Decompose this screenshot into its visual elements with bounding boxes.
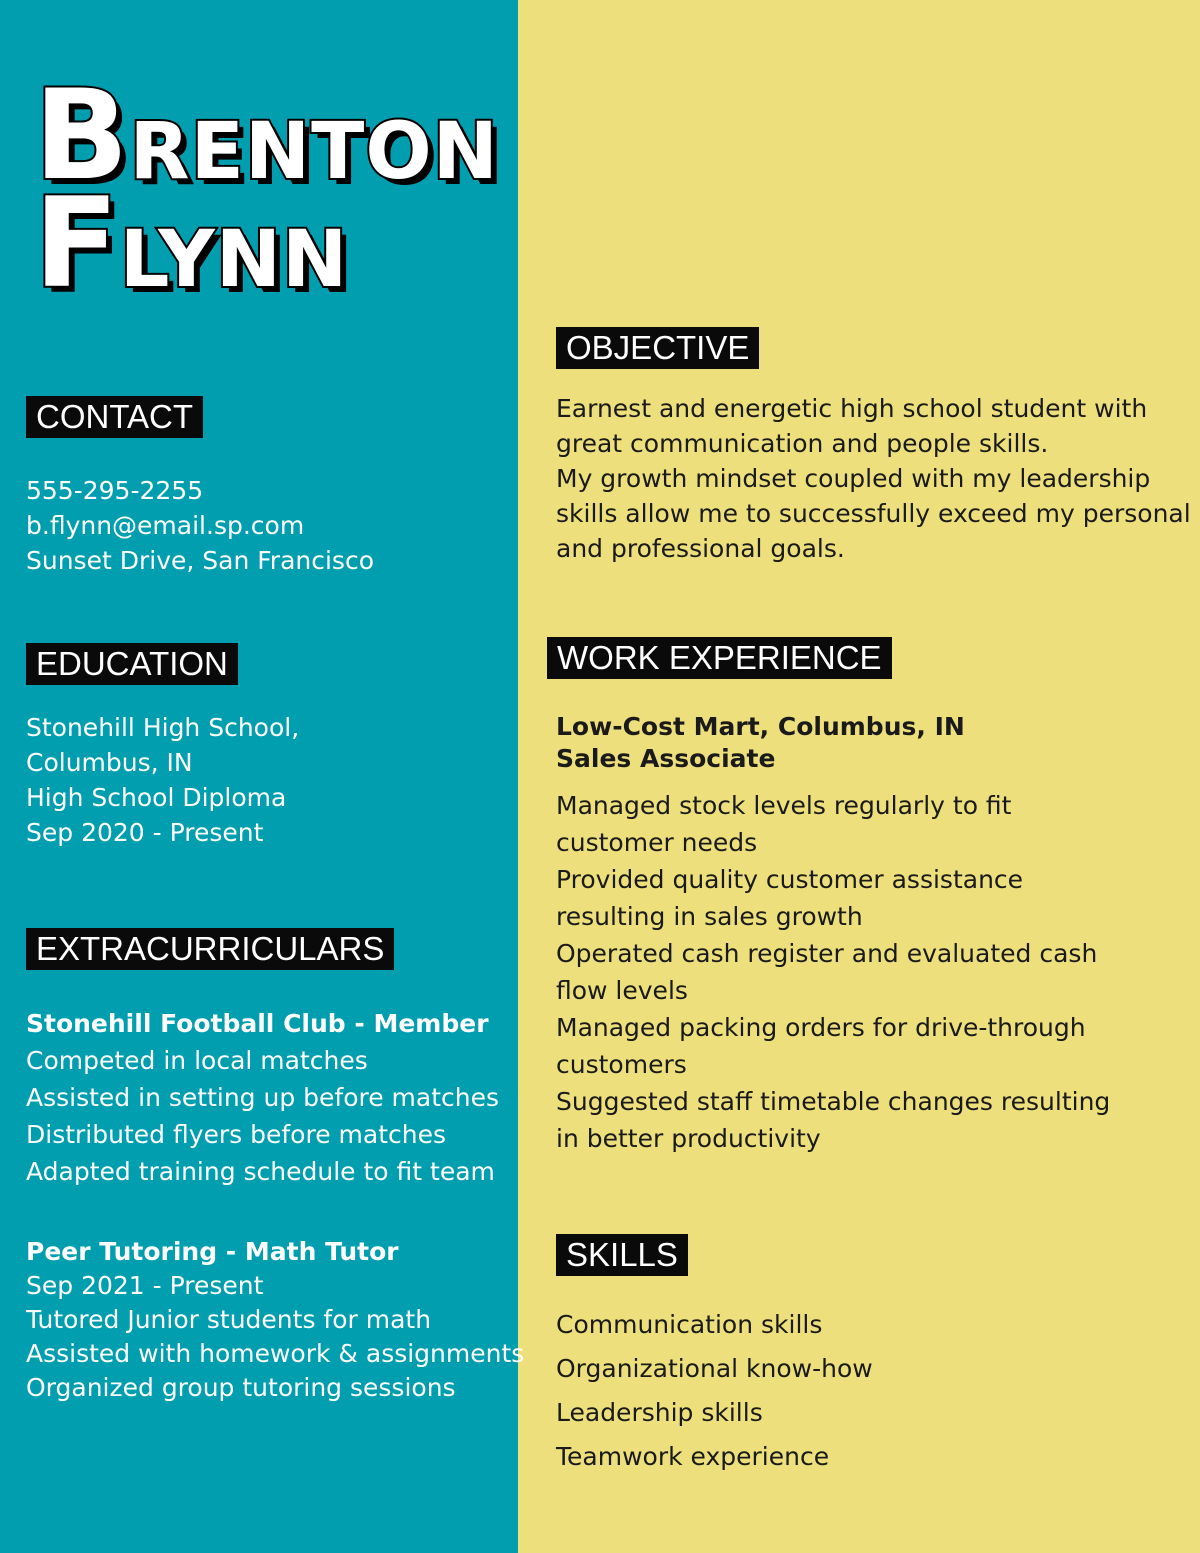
- duty-line: flow levels: [556, 976, 688, 1005]
- education-line: Columbus, IN: [26, 748, 193, 777]
- objective-line: and professional goals.: [556, 534, 845, 563]
- objective-line: skills allow me to successfully exceed my personal: [556, 499, 1191, 528]
- activity-item: Adapted training schedule to fit team: [26, 1157, 495, 1186]
- education-list: [26, 710, 299, 850]
- education-line: High School Diploma: [26, 783, 287, 812]
- objective-line: My growth mindset coupled with my leadership: [556, 464, 1151, 493]
- activity-item: Distributed flyers before matches: [26, 1120, 447, 1149]
- skills-list: [556, 1303, 873, 1479]
- job-employer: Low-Cost Mart, Columbus, IN: [556, 712, 965, 741]
- duty-line: Managed packing orders for drive-through: [556, 1013, 1086, 1042]
- objective-line: Earnest and energetic high school student with: [556, 394, 1148, 423]
- activity-title: Peer Tutoring - Math Tutor: [26, 1237, 399, 1266]
- duty-line: Managed stock levels regularly to fit: [556, 791, 1012, 820]
- activity-item: Organized group tutoring sessions: [26, 1373, 456, 1402]
- duty-line: resulting in sales growth: [556, 902, 863, 931]
- duty-line: customers: [556, 1050, 687, 1079]
- duty-line: Operated cash register and evaluated cash: [556, 939, 1098, 968]
- activity-item: Competed in local matches: [26, 1046, 368, 1075]
- skill-item: Teamwork experience: [556, 1442, 830, 1471]
- duty-line: Provided quality customer assistance: [556, 865, 1024, 894]
- education-line: Sep 2020 - Present: [26, 818, 264, 847]
- objective-text: [556, 391, 1191, 566]
- objective-line: great communication and people skills.: [556, 429, 1049, 458]
- name-last: Flynn: [34, 172, 349, 316]
- duty-line: Suggested staff timetable changes resulting: [556, 1087, 1111, 1116]
- job-role: Sales Associate: [556, 744, 776, 773]
- email-address: b.flynn@email.sp.com: [26, 511, 305, 540]
- activity-item: Sep 2021 - Present: [26, 1271, 264, 1300]
- skills-heading: SKILLS: [556, 1234, 688, 1276]
- activity-tutoring: [26, 1235, 524, 1405]
- objective-heading: OBJECTIVE: [556, 327, 759, 369]
- duty-line: in better productivity: [556, 1124, 821, 1153]
- activity-football: [26, 1005, 499, 1190]
- activity-item: Assisted in setting up before matches: [26, 1083, 500, 1112]
- extracurriculars-heading: EXTRACURRICULARS: [26, 928, 394, 970]
- contact-list: [26, 473, 374, 578]
- skill-item: Communication skills: [556, 1310, 823, 1339]
- name-first: Brenton: [34, 64, 499, 208]
- job-header: [556, 711, 965, 775]
- activity-item: Assisted with homework & assignments: [26, 1339, 525, 1368]
- contact-heading: CONTACT: [26, 396, 203, 438]
- street-address: Sunset Drive, San Francisco: [26, 546, 374, 575]
- activity-title: Stonehill Football Club - Member: [26, 1009, 489, 1038]
- activity-item: Tutored Junior students for math: [26, 1305, 432, 1334]
- work-experience-heading: WORK EXPERIENCE: [547, 637, 892, 679]
- education-line: Stonehill High School,: [26, 713, 300, 742]
- skill-item: Leadership skills: [556, 1398, 763, 1427]
- job-duties: [556, 787, 1110, 1157]
- education-heading: EDUCATION: [26, 643, 238, 685]
- skill-item: Organizational know-how: [556, 1354, 873, 1383]
- phone-number: 555-295-2255: [26, 476, 204, 505]
- duty-line: customer needs: [556, 828, 758, 857]
